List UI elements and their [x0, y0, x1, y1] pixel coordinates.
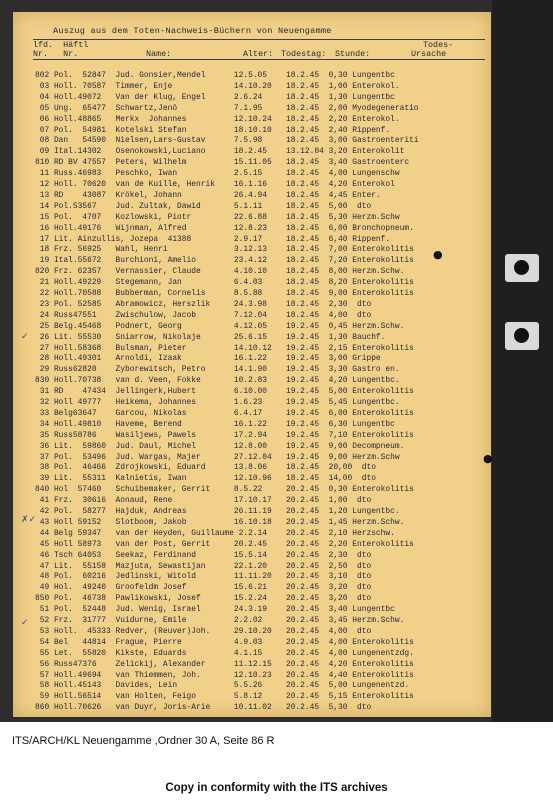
header-haeftl-nr: Nr. Nr. — [33, 49, 79, 59]
table-row: 23 Pol. 52585 Abramowicz, Herszlik 24.3.98 18.2.45 2,30 dto — [35, 299, 372, 309]
table-row: 850 Pol. 46738 Pawlikowski, Josef 15.2.24 20.2.45 3,20 dto — [35, 594, 372, 604]
table-row: 37 Pol. 53496 Jud. Wargas, Majer 27.12.04 19.2.45 9,00 Herzm.Schw — [35, 452, 400, 462]
table-row: 17 Lit. Ainzullis, Jozepa 41388 2.9.17 18.2.45 6,40 Rippenf. — [35, 234, 391, 244]
table-row: 25 Belg.45468 Podnert, Georg 4.12.05 19.2.45 0,45 Herzm.Schw. — [35, 321, 405, 331]
document-page — [13, 12, 491, 717]
table-row: 52 Frz. 31777 Vuidurne, Emile 2.2.02 20.2.45 3,45 Herzm.Schw. — [35, 616, 405, 625]
table-row: 42 Pol. 58277 Hajduk, Andreas 26.11.19 20.2.45 1,20 Lungentbc. — [35, 507, 400, 516]
table-row: 22 Holl.70588 Bubberman, Cornelis 8.5.88 18.2.45 9,00 Enterokolitis — [35, 289, 414, 298]
header-rule-top — [33, 39, 485, 40]
table-row: 29 Russ62820 Zyborewitsch, Petro 14.1.90 19.2.45 3,30 Gastro en. — [35, 365, 400, 375]
table-row: 08 Dan 54590 Nielsen,Lars-Gustav 7.5.98 18.2.45 3,00 Gastroenteriti — [35, 136, 419, 146]
table-row: 04 Holl.49072 Van der Klug, Engel 2.6.24 18.2.45 1,30 Lungentbc — [35, 92, 395, 102]
header-todes: Todes- — [423, 40, 454, 50]
table-row: 57 Holl.49694 van Thiemmen, Joh. 12.10.23 20.2.45 4,40 Enterokolitis — [35, 670, 414, 680]
header-alter: Alter: — [243, 49, 274, 59]
pencil-check-mark: ✗✓ — [21, 515, 37, 525]
table-row: 830 Holl.70738 van d. Veen, Fokke 10.2.83 19.2.45 4,20 Lungentbc. — [35, 376, 400, 386]
table-row: 47 Lit. 55158 Mazjuta, Sewastijan 22.1.20 20.2.45 2,50 dto — [35, 561, 372, 571]
table-row: 58 Holl.45143 Davides, Lein 5.5.26 20.2.45 5,00 Lungenentzd. — [35, 681, 410, 691]
table-row: 15 Pol. 4707 Kozlowski, Piotr 22.6.88 18.2.45 5,30 Herzm.Schw — [35, 212, 400, 222]
table-row: 11 Russ.46983 Peschko, Iwan 2.5.15 18.2.45 4,00 Lungenschw — [35, 169, 400, 179]
table-row: 21 Holl.49229 Stegemann, Jan 6.4.03 18.2.45 8,20 Enterokolitis — [35, 278, 414, 288]
table-row: 860 Holl.70626 van Duyr, Joris-Arie 10.11.02 20.2.45 5,30 dto — [35, 703, 372, 713]
ink-blot-icon: ● — [433, 248, 443, 261]
table-row: 59 Holl.56514 van Holten, Feigo 5.8.12 20.2.45 5,15 Enterokolitis — [35, 692, 414, 702]
table-row: 48 Pol. 60216 Jedlinski, Witold 11.11.20 20.2.45 3,10 dto — [35, 572, 372, 582]
table-row: 05 Ung. 65477 Schwartz,Jenö 7.1.95 18.2.45 2,00 Myodegeneratio — [35, 103, 419, 113]
table-row: 840 Hol 57460 Schuibemaker, Gerrit 8.5.22 20.2.45 0,30 Enterokolitis — [35, 485, 414, 495]
table-row: 820 Frz. 62357 Vernassier, Claude 4.10.10 18.2.45 8,00 Herzm.Schw. — [35, 267, 405, 277]
table-row: 35 Russ58786 Wasiljews, Pawels 17.2.94 19.2.45 7,10 Enterokolitis — [35, 430, 414, 440]
table-row: 53 Holl. 45333 Redver, (Reuver)Joh. 29.10.20 20.2.45 4,00 dto — [35, 626, 372, 636]
header-todestag: Todestag: — [281, 49, 327, 59]
pencil-check-mark: ✓ — [21, 618, 29, 628]
table-row: 41 Frz. 30616 Aonaud, Rene 17.10.17 20.2.45 1,00 dto — [35, 496, 372, 506]
table-row: 39 Lit. 55311 Kalnietis, Iwan 12.10.96 18.2.45 14,00 dto — [35, 474, 376, 484]
table-row: 12 Holl. 70620 van de Kuille, Henrik 16.1.16 18.2.45 4,20 Enterokol — [35, 180, 395, 189]
archive-folder-edge — [492, 0, 553, 722]
pencil-check-mark: ✓ — [21, 332, 29, 342]
table-row: 13 RD 43087 Krökel, Johann 26.4.94 18.2.45 4,45 Enter. — [35, 190, 381, 200]
table-row: 810 RD BV 47557 Peters, Wilhelm 15.11.05 18.2.45 3,40 Gastroenterc — [35, 158, 410, 168]
table-row: 45 Holl 58973 van der Post, Gerrit 20.2.45 20.2.45 2,20 Enterokolitis — [35, 539, 414, 549]
binder-clip-icon — [505, 254, 539, 282]
table-row: 16 Holl.49176 Wijnman, Alfred 12.8.23 18.2.45 6,00 Bronchopneum. — [35, 223, 414, 233]
table-row: 49 Hol. 49240 Groofeldm Josef 15.6.21 20.2.45 3,20 dto — [35, 583, 372, 593]
table-row: 27 Holl.58368 Bulsman, Pieter 14.10.12 19.2.45 2,15 Enterokolitis — [35, 343, 414, 353]
document-title: Auszug aus dem Toten-Nachweis-Büchern von Neuengamme — [53, 26, 332, 36]
table-row: 38 Pol. 46466 Zdrojkowski, Eduard 13.8.06 18.2.45 20,00 dto — [35, 463, 376, 473]
table-row: 19 Ital.55672 Burchioni, Amelio 23.4.12 18.2.45 7,20 Enterokolitis — [35, 256, 414, 266]
table-row: 46 Tsch 64053 Seekaz, Ferdinand 15.5.14 20.2.45 2,30 dto — [35, 550, 372, 560]
table-row: 36 Lit. 59860 Jud. Daul, Michel 12.8.00 19.2.45 9,00 Decompneum. — [35, 441, 405, 451]
header-name: Name: — [146, 49, 172, 59]
table-row: 32 Holl 49777 Heikema, Johannes 1.6.23 19.2.45 5,45 Lungentbc. — [35, 398, 400, 407]
table-row: 03 Holl. 70587 Timmer, Enje 14.10.20 18.2.45 1,00 Enterokol. — [35, 81, 400, 91]
ink-blot-icon: ● — [483, 452, 493, 465]
table-row: 24 Russ47551 Zwischulow, Jacob 7.12.04 18.2.45 4,00 dto — [35, 310, 372, 320]
table-row: 06 Holl.48865 Merkx Johannes 12.10.24 18.2.45 2,20 Enterokol. — [35, 114, 400, 124]
table-row: 31 RD 47434 Jellingerk,Hubert 6.10.00 19.2.45 5,00 Enterokolitis — [35, 387, 414, 397]
table-row: 55 Let. 55820 Kikste, Eduards 4.1.15 20.2.45 4,00 Lungenentzdg. — [35, 648, 414, 658]
header-ursache: Ursache — [411, 49, 447, 59]
table-row: 56 Russ47376 Zelickij, Alexander 11.12.15 20.2.45 4,20 Enterokolitis — [35, 659, 414, 669]
binder-clip-icon — [505, 322, 539, 350]
archive-reference-caption: ITS/ARCH/KL Neuengamme ,Ordner 30 A, Seite 86 R — [12, 735, 275, 747]
table-row: 44 Belg 59347 van der Heyden, Guillaume 2.2.14 20.2.45 2,10 Herzschw. — [35, 528, 395, 538]
table-row: 18 Frz. 56925 Wahl, Henri 3.12.13 18.2.45 7,00 Enterokolitis — [35, 245, 414, 255]
table-row: 43 Holl 59152 Slotboom, Jakob 16.10.18 20.2.45 1,45 Herzm.Schw. — [35, 517, 405, 527]
table-row: 07 Pol. 54981 Kotelski Stefan 18.10.10 18.2.45 2,40 Rippenf. — [35, 125, 391, 135]
table-row: 34 Holl.49810 Haveme, Berend 16.1.22 19.2.45 6,30 Lungentbc — [35, 419, 395, 429]
header-rule-bottom — [33, 59, 485, 60]
table-row: 802 Pol. 52847 Jud. Gonsier,Mendel 12.5.05 18.2.45 0,30 Lungentbc — [35, 71, 395, 80]
table-row: 09 Ital.14302 Osenokowski,Luciano 18.2.45 13.12.04 3,20 Enterokolit — [35, 147, 405, 157]
table-row: 33 Belg63647 Garcou, Nikolas 6.4.17 19.2.45 6,00 Enterokolitis — [35, 408, 414, 418]
table-row: 28 Holl.49301 Arnoldi, Izaak 16.1.22 19.2.45 3,00 Grippe — [35, 354, 381, 364]
table-row: 51 Pol. 52448 Jud. Wenig, Israel 24.3.19 20.2.45 3,40 Lungentbc — [35, 605, 395, 615]
table-row: 54 Bel 44814 Frague, Pierre 4.9.03 20.2.45 4,00 Enterokolitis — [35, 637, 414, 647]
table-row: 26 Lit. 55530 Sniarrow, Nikolaje 25.6.15 19.2.45 1,30 Bauchf. — [35, 332, 386, 342]
header-stunde: Stunde: — [335, 49, 371, 59]
table-row: 14 Pol.53567 Jud. Zultak, Dawid 5.1.11 18.2.45 5,00 dto — [35, 201, 372, 211]
header-lfd-nr: lfd. Häftl — [33, 40, 89, 50]
conformity-footer: Copy in conformity with the ITS archives — [165, 782, 388, 794]
